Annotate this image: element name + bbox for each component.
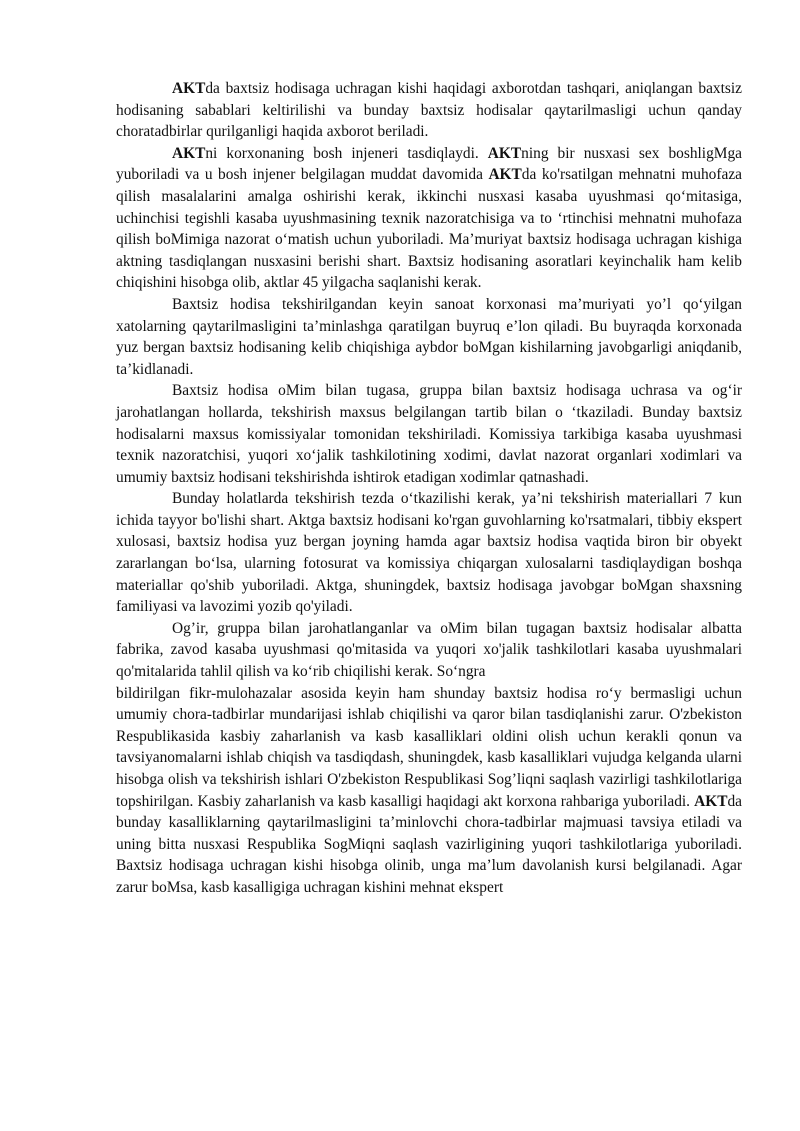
paragraph-1 (116, 78, 742, 143)
paragraph-2-text-c: da ko'rsatilgan mehnatni muhofaza qilish masalalarini amalga oshirishi kerak, ikkinchi nusxasi kasaba uyushmasi qo‘mitasiga, uchinchisi tegishli kasaba uyushmasining texnik nazoratchisiga va to ‘rtinchisi mehnatni muhofaza qilish boMimiga nazorat o‘matish uchun yuboriladi. Ma’muriyat baxtsiz hodisaga uchragan kishiga aktning tasdiqlangan nusxasini berishi shart. Baxtsiz hodisaning asoratlari keyinchalik ham kelib chiqishini hisobga olib, aktlar 45 yilgacha saqlanishi kerak. (116, 166, 742, 292)
paragraph-7-text-a: bildirilgan fikr-mulohazalar asosida keyin ham shunday baxtsiz hodisa ro‘y bermasligi uchun umumiy chora-tadbirlar mundarijasi ishlab chiqilishi va qaror bilan tasdiqlanishi zarur. O'zbekiston Respublikasida kasbiy zaharlanish va kasb kasalliklari oldini olish uchun kerakli qonun va tavsiyanomalarni ishlab chiqish va tasdiqdash, shuningdek, kasb kasalliklari vujudga kelganda ularni hisobga olish va tekshirish ishlari O'zbekiston Respublikasi Sog’liqni saqlash vazirligi tashkilotlariga topshirilgan. Kasbiy zaharlanish va kasb kasalligi haqidagi akt korxona rahbariga yuboriladi. (116, 684, 742, 810)
paragraph-3: Baxtsiz hodisa tekshirilgandan keyin sanoat korxonasi ma’muriyati yo’l qo‘yilgan xatolarning qaytarilmasligini ta’minlashga qaratilgan buyruq e’lon qiladi. Bu buyraqda korxonada yuz bergan baxtsiz hodisaning kelib chiqishiga aybdor boMgan kishilarning javobgarligi aniqdanib, ta’kidlanadi. (116, 295, 742, 378)
paragraph-2-text-a: ni korxonaning bosh injeneri tasdiqlaydi. (205, 144, 488, 162)
paragraph-7 (116, 683, 742, 899)
akt-bold: AKT (694, 792, 728, 810)
paragraph-2 (116, 143, 742, 294)
paragraph-6: Og’ir, gruppa bilan jarohatlanganlar va oMim bilan tugagan baxtsiz hodisalar albatta fabrika, zavod kasaba uyushmasi qo'mitasida va yuqori xo'jalik tashkilotlari kasaba uyushmalari qo'mitalarida tahlil qilish va ko‘rib chiqilishi kerak. So‘ngra (116, 619, 742, 681)
akt-bold: AKT (172, 144, 206, 162)
akt-bold: AKT (172, 80, 206, 97)
paragraph-2-text-b: ning bir nusxasi sex boshligMga yuboriladi va u bosh injener belgilagan muddat davomida (116, 144, 742, 184)
akt-bold: AKT (488, 166, 522, 184)
paragraph-7-text-b: da bunday kasalliklarning qaytarilmasligini ta’minlovchi chora-tadbirlar majmuasi tavsiya etiladi va uning bitta nusxasi Respublika SogMiqni saqlash vazirligining yuqori tashkilotlariga yuboriladi. Baxtsiz hodisaga uchragan kishi hisobga olinib, unga ma’lum davolanish kursi belgilanadi. Agar zarur boMsa, kasb kasalligiga uchragan kishini mehnat ekspert (116, 792, 742, 896)
paragraph-5: Bunday holatlarda tekshirish tezda o‘tkazilishi kerak, ya’ni tekshirish materiallari 7 kun ichida tayyor bo'lishi shart. Aktga baxtsiz hodisani ko'rgan guvohlarning ko'rsatmalari, tibbiy ekspert xulosasi, baxtsiz hodisa yuz bergan joyning hamda agar baxtsiz hodisa vaqtida biron bir obyekt zararlangan bo‘lsa, ularning fotosurat va komissiya chiqargan xulosalarni tasdiqlaydigan boshqa materiallar qo'shib yuboriladi. Aktga, shuningdek, baxtsiz hodisaga javobgar boMgan shaxsning familiyasi va lavozimi yozib qo'yiladi. (116, 490, 742, 616)
paragraph-4: Baxtsiz hodisa oMim bilan tugasa, gruppa bilan baxtsiz hodisaga uchrasa va og‘ir jarohatlangan hollarda, tekshirish maxsus belgilangan tartib bilan o ‘tkaziladi. Bunday baxtsiz hodisalarni maxsus komissiyalar tomonidan tekshiriladi. Komissiya tarkibiga kasaba uyushmasi texnik nazoratchisi, yuqori xo‘jalik tashkilotining xodimi, davlat nazorat organlari xodimlari va umumiy baxtsiz hodisani tekshirishda ishtirok etadigan xodimlar qatnashadi. (116, 382, 742, 486)
document-page (116, 78, 742, 899)
paragraph-1-text: da baxtsiz hodisaga uchragan kishi haqidagi axborotdan tashqari, aniqlangan baxtsiz hodisaning sabablari keltirilishi va bunday baxtsiz hodisalar qaytarilmasligi uchun qanday choratadbirlar qurilganligi haqida axborot beriladi. (116, 80, 742, 141)
akt-bold: AKT (487, 144, 522, 162)
